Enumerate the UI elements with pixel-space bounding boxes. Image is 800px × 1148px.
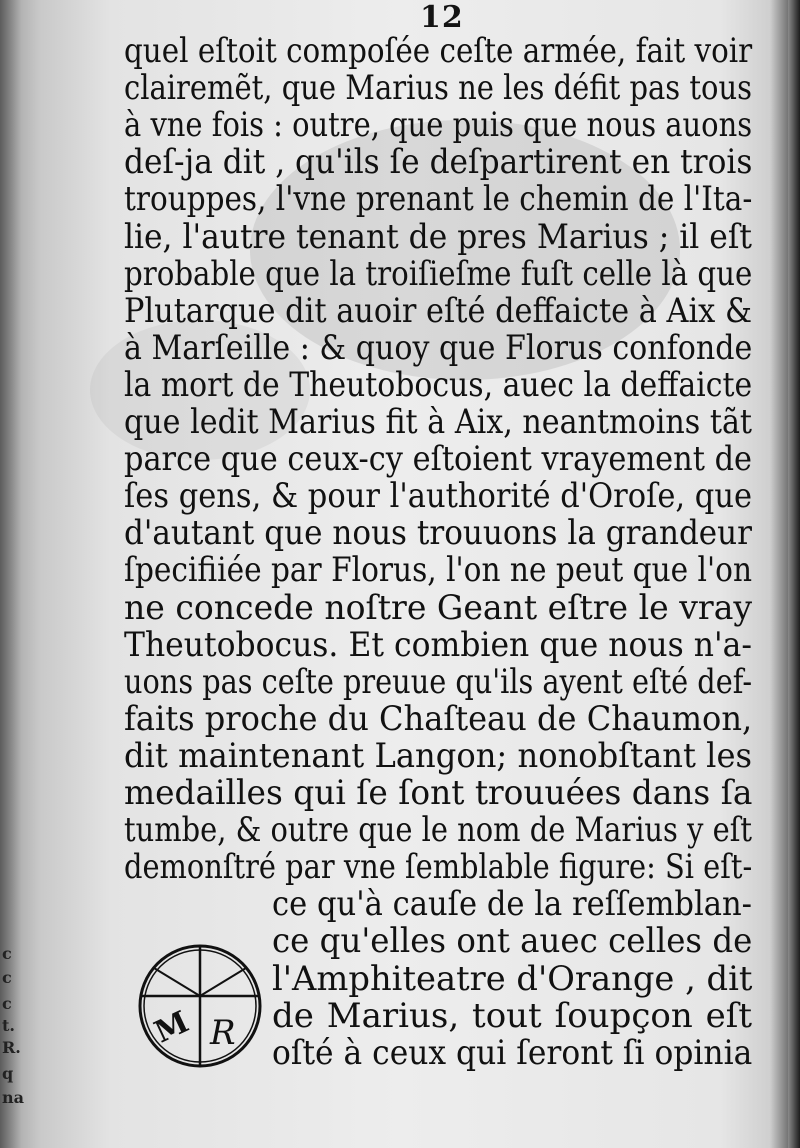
margin-note: c <box>2 994 12 1013</box>
margin-note: na <box>2 1088 24 1107</box>
text-line: de Marius, tout ſoupçon eſt <box>272 995 752 1036</box>
text-line: parce que ceux-cy eſtoient vrayement de <box>124 439 752 480</box>
text-line: ſes gens, & pour l'authorité d'Oroſe, que <box>124 476 753 517</box>
margin-note: c <box>2 944 12 963</box>
svg-text:R: R <box>210 1013 236 1053</box>
text-line: l'Amphiteatre d'Orange , dit <box>272 958 753 999</box>
text-line: à vne fois : outre, que puis que nous auons <box>124 105 753 146</box>
page-number: 12 <box>420 0 464 35</box>
text-line: clairemẽt, que Marius ne les défit pas tous <box>124 68 752 109</box>
text-line: Theutobocus. Et combien que nous n'a- <box>124 624 752 665</box>
margin-note: t. <box>2 1016 15 1035</box>
margin-note: q <box>2 1064 14 1083</box>
text-line: tumbe, & outre que le nom de Marius y eſt <box>124 810 752 851</box>
text-line: deſ-ja dit , qu'ils ſe deſpartirent en trois <box>124 142 753 183</box>
text-line: medailles qui ſe ſont trouuées dans ſa <box>124 773 753 813</box>
page-right-edge <box>788 0 800 1148</box>
text-line: que ledit Marius fit à Aix, neantmoins tãt <box>124 402 752 442</box>
margin-note: R. <box>2 1038 21 1057</box>
text-line: lie, l'autre tenant de pres Marius ; il eſt <box>124 216 752 257</box>
text-line: oſté à ceux qui ſeront ſi opinia <box>272 1032 753 1073</box>
text-line: quel eſtoit compoſée ceſte armée, fait voir <box>124 31 753 71</box>
text-line: ce qu'elles ont auec celles de <box>272 921 753 962</box>
text-line: ſpecifiiée par Florus, l'on ne peut que l'on <box>124 550 752 591</box>
text-line: trouppes, l'vne prenant le chemin de l'Ita- <box>124 179 753 220</box>
margin-note: c <box>2 968 12 987</box>
text-line: dit maintenant Langon; nonobſtant les <box>124 735 752 776</box>
text-line: faits proche du Chaſteau de Chaumon, <box>124 698 753 739</box>
marius-emblem-seal <box>134 940 266 1072</box>
text-line: probable que la troiſieſme fuſt celle là que <box>124 253 753 294</box>
text-line: la mort de Theutobocus, auec la deffaicte <box>124 364 753 405</box>
text-line: uons pas ceſte preuue qu'ils ayent eſté def- <box>124 661 753 702</box>
text-line: demonſtré par vne ſemblable figure: Si eſt- <box>124 847 753 888</box>
text-line: d'autant que nous trouuons la grandeur <box>124 513 752 554</box>
text-line: ce qu'à cauſe de la reſſemblan- <box>272 884 752 925</box>
text-line: ne concede noſtre Geant eſtre le vray <box>124 587 753 628</box>
text-line: Plutarque dit auoir eſté deffaicte à Aix & <box>124 290 752 331</box>
svg-text:M: M <box>149 1004 195 1051</box>
text-line: à Marſeille : & quoy que Florus confonde <box>124 327 753 368</box>
